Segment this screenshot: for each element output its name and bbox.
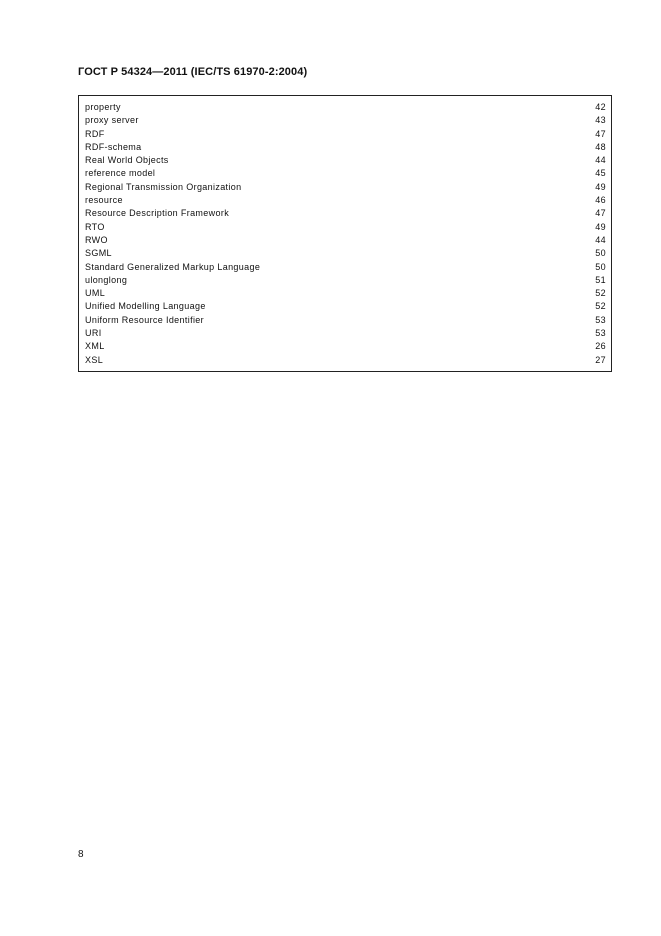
index-term: RTO	[85, 221, 105, 232]
index-page-ref: 52	[595, 301, 606, 312]
index-row	[79, 128, 611, 141]
index-page-ref: 53	[595, 328, 606, 339]
index-term: Unified Modelling Language	[85, 301, 206, 312]
index-row	[79, 354, 611, 367]
index-page-ref: 49	[595, 221, 606, 232]
index-term: resource	[85, 195, 123, 206]
index-row	[79, 141, 611, 154]
document-header: ГОСТ Р 54324—2011 (IEC/TS 61970-2:2004)	[78, 66, 308, 78]
index-term: XSL	[85, 354, 104, 365]
index-term: Regional Transmission Organization	[85, 181, 242, 192]
index-row	[79, 154, 611, 167]
index-page-ref: 47	[595, 208, 606, 219]
index-page-ref: 50	[595, 261, 606, 272]
index-page-ref: 48	[595, 141, 606, 152]
index-term: proxy server	[85, 115, 139, 126]
index-row	[79, 181, 611, 194]
index-page-ref: 53	[595, 314, 606, 325]
index-row	[79, 340, 611, 353]
index-term: Standard Generalized Markup Language	[85, 261, 261, 272]
index-term: reference model	[85, 168, 156, 179]
index-page-ref: 44	[595, 234, 606, 245]
index-term: Uniform Resource Identifier	[85, 314, 204, 325]
index-row	[79, 300, 611, 313]
index-page-ref: 50	[595, 248, 606, 259]
index-row	[79, 274, 611, 287]
index-page-ref: 47	[595, 128, 606, 139]
index-term: RDF-schema	[85, 141, 142, 152]
index-row	[79, 247, 611, 260]
index-page-ref: 42	[595, 102, 606, 112]
index-page-ref: 27	[595, 354, 606, 365]
index-term: Real World Objects	[85, 155, 169, 166]
index-row	[79, 234, 611, 247]
index-page-ref: 46	[595, 195, 606, 206]
page-number: 8	[78, 849, 84, 860]
index-row	[79, 327, 611, 340]
index-row	[79, 114, 611, 127]
index-term: RWO	[85, 234, 108, 245]
index-row	[79, 207, 611, 220]
index-page-ref: 45	[595, 168, 606, 179]
index-row	[79, 287, 611, 300]
index-page-ref: 43	[595, 115, 606, 126]
index-row	[79, 261, 611, 274]
index-row	[79, 194, 611, 207]
index-term: property	[85, 102, 121, 112]
index-page-ref: 49	[595, 181, 606, 192]
index-term: SGML	[85, 248, 112, 259]
index-page-ref: 52	[595, 288, 606, 299]
index-page-ref: 51	[595, 274, 606, 285]
index-table	[78, 95, 612, 372]
index-page-ref: 26	[595, 341, 606, 352]
index-row	[79, 221, 611, 234]
index-term: ulonglong	[85, 274, 128, 285]
index-term: XML	[85, 341, 105, 352]
index-term: URI	[85, 328, 102, 339]
index-term: Resource Description Framework	[85, 208, 230, 219]
index-term: UML	[85, 288, 106, 299]
index-page-ref: 44	[595, 155, 606, 166]
index-row	[79, 101, 611, 114]
index-row	[79, 314, 611, 327]
index-row	[79, 167, 611, 180]
index-term: RDF	[85, 128, 105, 139]
